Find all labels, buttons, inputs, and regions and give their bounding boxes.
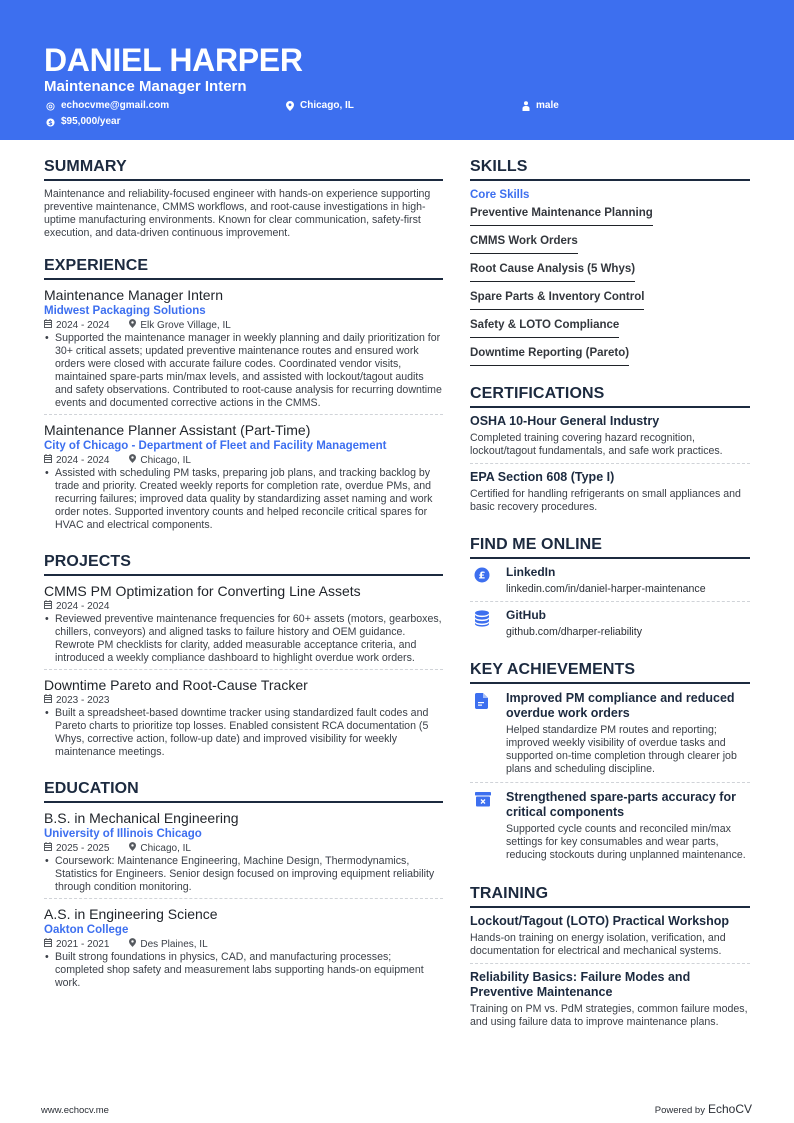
online-section — [470, 535, 750, 644]
dates: 2023 - 2023 — [56, 695, 110, 706]
certification-entry — [470, 463, 750, 519]
at-sign-icon — [46, 101, 55, 111]
training-title: Lockout/Tagout (LOTO) Practical Workshop — [470, 914, 730, 928]
candidate-title: Maintenance Manager Intern — [44, 78, 247, 95]
project-entry — [44, 576, 443, 669]
bullet-item: • Built strong foundations in physics, CAD, and manufacturing processes; completed shop safety and measurement labs supporting hands-on equipment work. — [44, 951, 443, 990]
experience-entry — [44, 280, 443, 414]
training-entry — [470, 908, 750, 963]
link-name: GitHub — [506, 608, 546, 622]
achievement-entry — [470, 684, 750, 782]
skill-item: Downtime Reporting (Pareto) — [470, 344, 629, 366]
linkedin-link[interactable] — [470, 559, 750, 601]
skill-item: Safety & LOTO Compliance — [470, 316, 619, 338]
experience-heading: EXPERIENCE — [44, 256, 443, 280]
candidate-name: DANIEL HARPER — [44, 42, 303, 78]
calendar-icon — [44, 694, 52, 707]
entry-meta — [44, 600, 443, 613]
achievement-entry — [470, 782, 750, 868]
skills-heading: SKILLS — [470, 157, 750, 181]
salary-text: $95,000/year — [61, 116, 121, 127]
certification-title: OSHA 10-Hour General Industry — [470, 414, 660, 428]
summary-section — [44, 157, 443, 240]
achievements-section — [470, 660, 750, 868]
project-title: Downtime Pareto and Root-Cause Tracker — [44, 677, 308, 693]
experience-entry — [44, 414, 443, 536]
summary-text: Maintenance and reliability-focused engineer with hands-on experience supporting preventive maintenance, CMMS workflows, and root-cause investigations in high-uptime manufacturing environments. Known for clear communication, safety-first execution, and data-driven continuous improvement. — [44, 188, 431, 239]
svg-text:$: $ — [48, 119, 53, 127]
training-heading: TRAINING — [470, 884, 750, 908]
skill-item: Preventive Maintenance Planning — [470, 204, 653, 226]
calendar-icon — [44, 454, 52, 467]
training-entry — [470, 963, 750, 1034]
link-url[interactable]: github.com/dharper-reliability — [506, 626, 643, 638]
bullet-item: • Built a spreadsheet-based downtime tracker using standardized fault codes and Pareto charts to prioritize top losses. Enabled consistent RCA documentation (5 Whys, corrective action, follow-up date) and improved visibility for weekly maintenance meetings. — [44, 707, 443, 759]
svg-text:£: £ — [478, 570, 486, 582]
location-text: Chicago, IL — [300, 100, 354, 111]
bullet-text: Reviewed preventive maintenance frequencies for 60+ assets (motors, gearboxes, chillers, conveyors) and aligned tasks to failure history and OEM guidance. Rewrote PM checklists for clarity, added measurable acceptance criteria, and introduced a weekly compliance dashboard to highlight overdue work orders. — [55, 613, 442, 664]
dates: 2024 - 2024 — [56, 320, 110, 331]
location: Elk Grove Village, IL — [140, 320, 231, 331]
entry-meta — [44, 694, 443, 707]
calendar-icon — [44, 938, 52, 951]
education-entry — [44, 803, 443, 898]
map-pin-icon — [129, 938, 136, 951]
degree-title: B.S. in Mechanical Engineering — [44, 810, 239, 826]
online-heading: FIND ME ONLINE — [470, 535, 750, 559]
salary-coin-icon — [46, 117, 55, 127]
gender-text: male — [536, 100, 559, 111]
projects-section — [44, 552, 443, 763]
entry-meta — [44, 938, 443, 951]
achievement-desc: Helped standardize PM routes and reporting; improved weekly visibility of overdue tasks and supported on-time completion through clearer job plans and scheduling discipline. — [506, 724, 737, 775]
github-link[interactable] — [470, 601, 750, 644]
projects-heading: PROJECTS — [44, 552, 443, 576]
location: Des Plaines, IL — [140, 939, 208, 950]
training-title: Reliability Basics: Failure Modes and Preventive Maintenance — [470, 970, 691, 999]
brand-name[interactable]: EchoCV — [707, 1102, 752, 1116]
archive-box-icon — [470, 790, 506, 862]
link-name: LinkedIn — [506, 565, 556, 579]
dates: 2024 - 2024 — [56, 601, 110, 612]
training-desc: Hands-on training on energy isolation, verification, and documentation for electrical and mechanical systems. — [470, 932, 726, 957]
contact-email — [46, 100, 169, 112]
experience-section — [44, 256, 443, 536]
skill-item: Root Cause Analysis (5 Whys) — [470, 260, 635, 282]
certifications-section — [470, 384, 750, 519]
contact-location — [285, 100, 354, 112]
skills-section — [470, 157, 750, 372]
degree-title: A.S. in Engineering Science — [44, 906, 218, 922]
bullet-text: Assisted with scheduling PM tasks, preparing job plans, and tracking backlog by trade and priority. Created weekly reports for completion rate, overdue PMs, and recurring failures; improved data quality by standardizing asset naming and work order notes. Supported inventory counts and helped reconcile critical spares for HVAC and electrical components. — [55, 467, 433, 531]
summary-heading: SUMMARY — [44, 157, 443, 181]
certifications-heading: CERTIFICATIONS — [470, 384, 750, 408]
calendar-icon — [44, 319, 52, 332]
training-section — [470, 884, 750, 1034]
education-heading: EDUCATION — [44, 779, 443, 803]
bullet-text: Supported the maintenance manager in weekly planning and daily prioritization for 30+ critical assets; updated preventive maintenance routes and ensured work orders were closed with accurate failure codes. Coordinated vendor visits, maintained spare-parts min/max levels, and assisted with lockout/tagout audits and safety observations. Contributed to root-cause analysis for recurring downtime events and documented corrective actions in the CMMS. — [55, 332, 442, 409]
powered-by-label: Powered by — [654, 1105, 705, 1116]
entry-meta — [44, 454, 443, 467]
dates: 2024 - 2024 — [56, 455, 110, 466]
achievement-title: Strengthened spare-parts accuracy for critical components — [506, 790, 736, 819]
certification-desc: Completed training covering hazard recognition, lockout/tagout fundamentals, and safe work practices. — [470, 432, 723, 457]
email-text: echocvme@gmail.com — [61, 100, 170, 111]
pound-coin-icon — [470, 565, 506, 596]
certification-title: EPA Section 608 (Type I) — [470, 470, 615, 484]
contact-gender — [521, 100, 559, 112]
skill-item: CMMS Work Orders — [470, 232, 578, 254]
bullet-item: • Supported the maintenance manager in weekly planning and daily prioritization for 30+ critical assets; updated preventive maintenance routes and ensured work orders were closed with accurate failure codes. Coordinated vendor visits, maintained spare-parts min/max levels, and assisted with lockout/tagout audits and safety observations. Contributed to root-cause analysis for recurring downtime events and documented corrective actions in the CMMS. — [45, 332, 442, 409]
entry-meta — [44, 319, 443, 332]
contact-salary — [46, 116, 121, 128]
calendar-icon — [44, 600, 52, 613]
calendar-icon — [44, 842, 52, 855]
location: Chicago, IL — [140, 455, 191, 466]
school-name: Oakton College — [44, 924, 129, 936]
dates: 2025 - 2025 — [56, 843, 110, 854]
bullet-text: Built a spreadsheet-based downtime tracker using standardized fault codes and Pareto charts to prioritize top losses. Enabled consistent RCA documentation (5 Whys, corrective action, follow-up date) and improved visibility for weekly maintenance meetings. — [55, 707, 429, 758]
training-desc: Training on PM vs. PdM strategies, common failure modes, and using failure data to improve maintenance plans. — [470, 1003, 748, 1028]
job-title: Maintenance Manager Intern — [44, 287, 223, 303]
resume-header — [0, 0, 794, 140]
education-entry — [44, 898, 443, 994]
skills-list — [470, 204, 750, 372]
education-section — [44, 779, 443, 994]
map-pin-icon — [129, 454, 136, 467]
location: Chicago, IL — [140, 843, 191, 854]
achievements-heading: KEY ACHIEVEMENTS — [470, 660, 750, 684]
right-column — [470, 157, 750, 1050]
bullet-item: • Assisted with scheduling PM tasks, preparing job plans, and tracking backlog by trade and priority. Created weekly reports for completion rate, overdue PMs, and recurring failures; improved data quality by standardizing asset naming and work order notes. Supported inventory counts and helped reconcile critical spares for HVAC and electrical components. — [44, 467, 443, 532]
company-name: Midwest Packaging Solutions — [44, 305, 206, 317]
project-entry — [44, 669, 443, 763]
document-icon — [470, 691, 506, 776]
achievement-desc: Supported cycle counts and reconciled min/max settings for key consumables and wear parts, reducing stockouts during unplanned maintenance. — [506, 823, 746, 861]
skill-item: Spare Parts & Inventory Control — [470, 288, 644, 310]
company-name: City of Chicago - Department of Fleet and Facility Management — [44, 440, 387, 452]
bullet-item: • Coursework: Maintenance Engineering, Machine Design, Thermodynamics, Statistics for Engineers. Senior design focused on improving equipment reliability through condition monitoring. — [44, 855, 443, 894]
link-url[interactable]: linkedin.com/in/daniel-harper-maintenance — [506, 583, 706, 595]
map-pin-icon — [129, 319, 136, 332]
footer-powered-by — [655, 1102, 752, 1116]
certification-desc: Certified for handling refrigerants on small appliances and basic recovery procedures. — [470, 488, 741, 513]
entry-meta — [44, 842, 443, 855]
left-column — [44, 157, 443, 1010]
certification-entry — [470, 408, 750, 463]
project-title: CMMS PM Optimization for Converting Line Assets — [44, 583, 361, 599]
school-name: University of Illinois Chicago — [44, 828, 202, 840]
map-pin-icon — [285, 101, 294, 111]
dates: 2021 - 2021 — [56, 939, 110, 950]
person-icon — [521, 101, 530, 111]
achievement-title: Improved PM compliance and reduced overdue work orders — [506, 691, 735, 720]
footer-website[interactable]: www.echocv.me — [41, 1105, 109, 1116]
bullet-text: Built strong foundations in physics, CAD, and manufacturing processes; completed shop safety and measurement labs supporting hands-on equipment work. — [55, 951, 424, 989]
database-icon — [470, 608, 506, 639]
skills-subheading: Core Skills — [470, 189, 530, 201]
map-pin-icon — [129, 842, 136, 855]
bullet-item: • Reviewed preventive maintenance frequencies for 60+ assets (motors, gearboxes, chillers, conveyors) and aligned tasks to failure history and OEM guidance. Rewrote PM checklists for clarity, added measurable acceptance criteria, and introduced a weekly compliance dashboard to highlight overdue work orders. — [45, 613, 442, 664]
bullet-text: Coursework: Maintenance Engineering, Machine Design, Thermodynamics, Statistics for Engineers. Senior design focused on improving equipment reliability through condition monitoring. — [55, 855, 435, 893]
job-title: Maintenance Planner Assistant (Part-Time) — [44, 422, 311, 438]
